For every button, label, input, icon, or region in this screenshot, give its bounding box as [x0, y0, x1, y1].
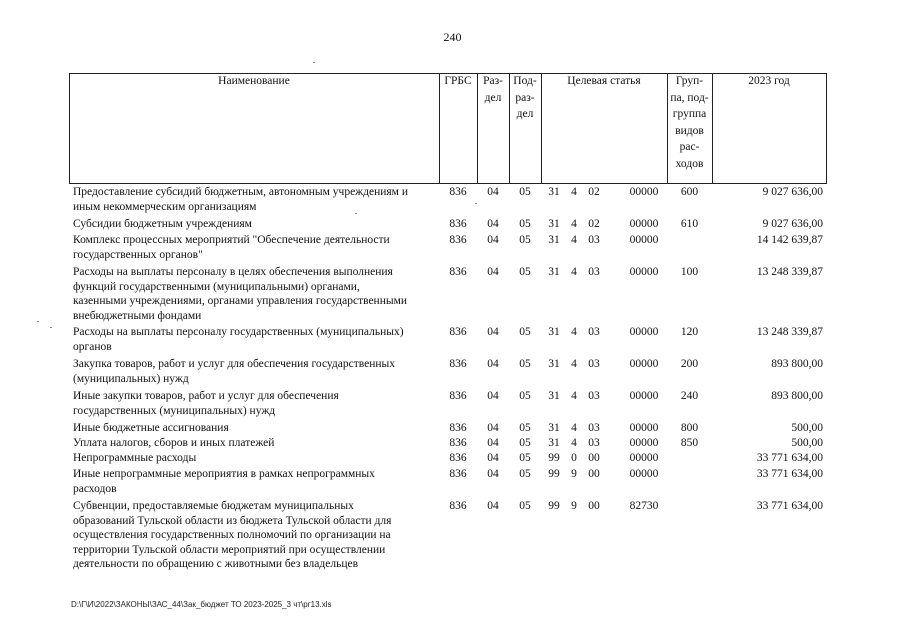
cell-grbs: 836 — [449, 422, 467, 434]
cell-cs4: 00000 — [629, 326, 659, 338]
cell-cs1: 31 — [548, 218, 560, 230]
cell-cs2: 9 — [571, 468, 577, 480]
cell-cs2: 4 — [571, 437, 577, 449]
row-name-line: Иные непрограммные мероприятия в рамках непрограммных — [73, 468, 375, 480]
cell-rz: 04 — [487, 422, 499, 434]
col-divider — [826, 73, 827, 183]
cell-cs3: 03 — [588, 266, 600, 278]
cell-cs4: 00000 — [629, 452, 659, 464]
table-header-bottom-border — [69, 183, 827, 184]
cell-amount: 33 771 634,00 — [756, 500, 823, 512]
cell-cs1: 99 — [548, 468, 560, 480]
row-name-line: осуществления государственных полномочий по организации на — [73, 529, 391, 541]
cell-grbs: 836 — [449, 452, 467, 464]
row-name — [73, 436, 440, 451]
cell-grbs: 836 — [449, 468, 467, 480]
cell-rz: 04 — [487, 358, 499, 370]
header-grbs: ГРБС — [444, 75, 472, 87]
cell-vr: 100 — [680, 266, 699, 278]
cell-cs1: 31 — [548, 437, 560, 449]
cell-pr: 05 — [519, 218, 531, 230]
row-name-line: Расходы на выплаты персоналу государственных (муниципальных) — [73, 326, 404, 338]
row-name-line: Субсидии бюджетным учреждениям — [73, 218, 252, 230]
cell-grbs: 836 — [449, 218, 467, 230]
cell-cs2: 4 — [571, 234, 577, 246]
cell-cs2: 4 — [571, 390, 577, 402]
cell-cs4: 00000 — [629, 266, 659, 278]
cell-cs1: 31 — [548, 266, 560, 278]
cell-grbs: 836 — [449, 437, 467, 449]
row-name-line: Непрограммные расходы — [73, 452, 197, 464]
cell-grbs: 836 — [449, 390, 467, 402]
row-name-line: расходов — [73, 482, 117, 495]
cell-cs1: 31 — [548, 186, 560, 198]
row-name-line: функций государственными (муниципальными) органами, — [73, 280, 360, 293]
row-name-line: (муниципальных) нужд — [73, 372, 189, 385]
cell-cs1: 31 — [548, 422, 560, 434]
header-celevaya: Целевая статья — [567, 75, 641, 87]
cell-cs4: 00000 — [629, 358, 659, 370]
row-name-line: казенными учреждениями, органами управления государственными — [73, 295, 408, 307]
cell-cs3: 02 — [588, 218, 600, 230]
cell-cs1: 99 — [548, 500, 560, 512]
cell-vr: 850 — [680, 437, 699, 449]
cell-amount: 13 248 339,87 — [756, 326, 823, 338]
cell-cs2: 4 — [571, 218, 577, 230]
cell-cs3: 03 — [588, 326, 600, 338]
cell-rz: 04 — [487, 468, 499, 480]
cell-amount: 13 248 339,87 — [756, 266, 823, 278]
row-name — [73, 421, 440, 436]
row-name-line: Уплата налогов, сборов и иных платежей — [73, 437, 275, 449]
cell-rz: 04 — [487, 326, 499, 338]
cell-rz: 04 — [487, 452, 499, 464]
cell-pr: 05 — [519, 358, 531, 370]
cell-cs3: 00 — [588, 500, 600, 512]
cell-cs3: 03 — [588, 422, 600, 434]
cell-cs1: 31 — [548, 326, 560, 338]
cell-cs2: 4 — [571, 266, 577, 278]
row-name-line: государственных органов" — [73, 248, 203, 261]
cell-cs2: 4 — [571, 326, 577, 338]
cell-amount: 500,00 — [791, 437, 823, 449]
row-name — [73, 217, 440, 232]
cell-pr: 05 — [519, 390, 531, 402]
cell-amount: 893 800,00 — [771, 358, 823, 370]
cell-cs1: 31 — [548, 390, 560, 402]
row-name-line: Закупка товаров, работ и услуг для обеспечения государственных — [73, 358, 396, 370]
row-name — [73, 467, 440, 496]
cell-vr: 800 — [680, 422, 699, 434]
row-name-line: Предоставление субсидий бюджетным, автономным учреждениям и — [73, 186, 408, 198]
col-divider — [69, 73, 70, 183]
file-path-footer: D:\Г\И\2022\ЗАКОНЫ\ЗАС_44\Зак_бюджет ТО 2023-2025_3 чт\рг13.xls — [71, 600, 332, 609]
cell-cs3: 03 — [588, 437, 600, 449]
cell-cs2: 9 — [571, 500, 577, 512]
col-divider — [712, 73, 713, 183]
cell-cs3: 00 — [588, 468, 600, 480]
scan-speck — [475, 203, 477, 204]
cell-pr: 05 — [519, 468, 531, 480]
row-name — [73, 325, 440, 354]
row-name — [73, 499, 440, 572]
header-year: 2023 год — [748, 75, 790, 87]
cell-vr: 610 — [680, 218, 699, 230]
scan-speck — [355, 213, 357, 214]
cell-cs3: 03 — [588, 358, 600, 370]
row-name-line: деятельности по обращению с животными без владельцев — [73, 558, 359, 570]
cell-vr: 200 — [680, 358, 699, 370]
col-divider — [541, 73, 542, 183]
cell-grbs: 836 — [449, 326, 467, 338]
scan-speck — [50, 327, 52, 328]
cell-cs4: 00000 — [629, 422, 659, 434]
cell-grbs: 836 — [449, 358, 467, 370]
cell-pr: 05 — [519, 326, 531, 338]
header-name: Наименование — [218, 75, 290, 87]
header-vid-rashodov: Груп- па, под- группа видов рас- ходов — [670, 75, 709, 170]
cell-pr: 05 — [519, 452, 531, 464]
header-podrazdel: Под- раз- дел — [513, 75, 537, 120]
scan-speck — [37, 321, 39, 322]
cell-cs4: 00000 — [629, 437, 659, 449]
row-name-line: государственных (муниципальных) нужд — [73, 404, 276, 417]
row-name — [73, 357, 440, 386]
cell-rz: 04 — [487, 186, 499, 198]
cell-amount: 500,00 — [791, 422, 823, 434]
cell-cs1: 99 — [548, 452, 560, 464]
cell-rz: 04 — [487, 437, 499, 449]
cell-grbs: 836 — [449, 500, 467, 512]
row-name-line: территории Тульской области мероприятий при осуществлении — [73, 543, 386, 556]
row-name-line: Субвенции, предоставляемые бюджетам муниципальных — [73, 500, 354, 512]
cell-pr: 05 — [519, 266, 531, 278]
col-divider — [439, 73, 440, 183]
cell-pr: 05 — [519, 437, 531, 449]
cell-cs2: 0 — [571, 452, 577, 464]
cell-cs1: 31 — [548, 234, 560, 246]
row-name — [73, 185, 440, 214]
cell-amount: 9 027 636,00 — [762, 186, 823, 198]
cell-cs2: 4 — [571, 186, 577, 198]
cell-grbs: 836 — [449, 266, 467, 278]
header-razdel: Раз- дел — [483, 75, 503, 104]
cell-cs3: 02 — [588, 186, 600, 198]
cell-cs1: 31 — [548, 358, 560, 370]
row-name-line: иным некоммерческим организациям — [73, 200, 257, 213]
cell-amount: 33 771 634,00 — [756, 452, 823, 464]
row-name-line: внебюджетными фондами — [73, 309, 202, 322]
cell-grbs: 836 — [449, 234, 467, 246]
cell-pr: 05 — [519, 500, 531, 512]
cell-rz: 04 — [487, 390, 499, 402]
cell-pr: 05 — [519, 422, 531, 434]
row-name-line: Иные закупки товаров, работ и услуг для обеспечения — [73, 390, 339, 402]
cell-cs4: 82730 — [629, 500, 659, 512]
row-name — [73, 451, 440, 466]
cell-cs4: 00000 — [629, 468, 659, 480]
row-name-line: Иные бюджетные ассигнования — [73, 422, 229, 434]
cell-amount: 9 027 636,00 — [762, 218, 823, 230]
row-name-line: образований Тульской области из бюджета Тульской области для — [73, 514, 392, 527]
cell-cs4: 00000 — [629, 390, 659, 402]
row-name — [73, 389, 440, 418]
cell-rz: 04 — [487, 500, 499, 512]
cell-pr: 05 — [519, 234, 531, 246]
cell-cs2: 4 — [571, 422, 577, 434]
row-name-line: Расходы на выплаты персоналу в целях обеспечения выполнения — [73, 266, 393, 278]
cell-grbs: 836 — [449, 186, 467, 198]
row-name-line: органов — [73, 340, 112, 353]
cell-amount: 33 771 634,00 — [756, 468, 823, 480]
cell-vr: 600 — [680, 186, 699, 198]
cell-rz: 04 — [487, 234, 499, 246]
cell-vr: 240 — [680, 390, 699, 402]
row-name — [73, 265, 440, 323]
cell-cs4: 00000 — [629, 218, 659, 230]
cell-cs4: 00000 — [629, 186, 659, 198]
cell-cs3: 03 — [588, 234, 600, 246]
cell-cs3: 03 — [588, 390, 600, 402]
row-name-line: Комплекс процессных мероприятий "Обеспечение деятельности — [73, 234, 390, 246]
cell-rz: 04 — [487, 266, 499, 278]
row-name — [73, 233, 440, 262]
cell-cs3: 00 — [588, 452, 600, 464]
cell-vr: 120 — [680, 326, 699, 338]
page-number: 240 — [443, 30, 462, 44]
cell-amount: 14 142 639,87 — [756, 234, 823, 246]
cell-amount: 893 800,00 — [771, 390, 823, 402]
cell-cs4: 00000 — [629, 234, 659, 246]
cell-pr: 05 — [519, 186, 531, 198]
cell-cs2: 4 — [571, 358, 577, 370]
cell-rz: 04 — [487, 218, 499, 230]
scan-speck — [313, 62, 315, 63]
